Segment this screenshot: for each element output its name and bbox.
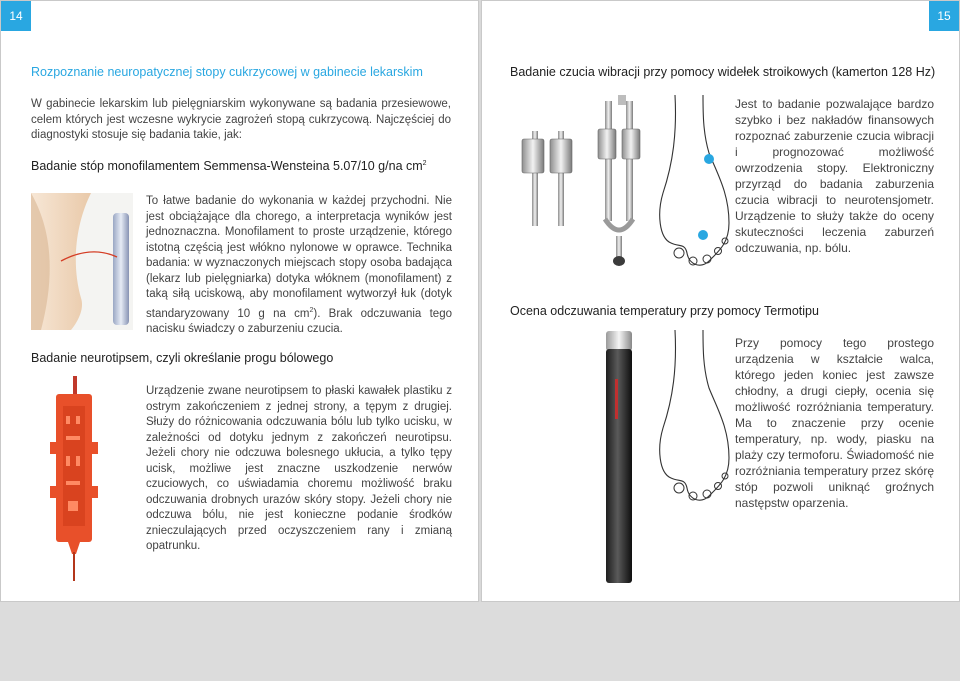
- tuning-fork-photo: [512, 91, 657, 271]
- temperature-text: Przy pomocy tego prostego urządzenia w kształcie walca, którego jeden koniec jest zawsze chłodny, a drugi ciepły, ocenia się możliwość rozróżniania temperatury. Ma to znaczenie przy ocenie temperatury, np. wody, piasku na plaży czy termoforu. Świadomość nie rozróżniania temperatury przez skórę stóp pozwoli uniknąć groźnych następstw oparzenia.: [735, 336, 934, 510]
- monofilament-heading-sup: 2: [422, 159, 427, 167]
- section-title: Rozpoznanie neuropatycznej stopy cukrzycowej w gabinecie lekarskim: [31, 65, 423, 79]
- neurotip-heading: Badanie neurotipsem, czyli określanie progu bólowego: [31, 351, 334, 365]
- monofilament-heading-text: Badanie stóp monofilamentem Semmensa-Wensteina 5.07/10 g/na cm: [31, 159, 423, 173]
- monofilament-photo: [31, 193, 133, 330]
- foot-diagram-temperature: [657, 328, 732, 508]
- monofilament-text: [146, 194, 452, 337]
- neurotip-text: Urządzenie zwane neurotipsem to płaski kawałek plastiku z ostrym zakończeniem z jednej strony, a tępym z drugiej. Służy do różnicowania odczuwania bólu lub tylko ucisku, w zależności od dotyku jednym z zakończeń neurotipsu. Jeżeli chory nie odczuwa bolesnego ukłucia, a tylko tępy ucisk, możliwe jest znaczne uszkodzenie nerwów czuciowych, co uświadamia choremu możliwość braku odczuwania drobnych urazów skóry stopy. Jeżeli chory nie odczuwa bólu, nie jest konieczne podanie środków znieczulających przed oczyszczeniem rany i zmianą opatrunku.: [146, 385, 452, 552]
- monofilament-text-sup: 2: [309, 306, 314, 314]
- background-strip: [0, 602, 960, 681]
- intro-paragraph: W gabinecie lekarskim lub pielęgniarskim wykonywane są badania przesiewowe, celem których jest wczesne wykrycie zagrożeń stopą cukrzycową. Najczęściej do diagnostyki stosuje się badania takie, jak:: [31, 98, 451, 141]
- left-page: [0, 0, 479, 602]
- foot-diagram-vibration: [657, 93, 732, 271]
- monofilament-text-main: To łatwe badanie do wykonania w każdej przychodni. Nie jest obciążające dla chorego, a interpretacja wyników jest jednoznaczna. Monofilament to proste urządzenie, którego istotną częścią jest włókno nylonowe w oprawce. Technika badania: w wyznaczonych miejscach stopy osoba badająca (lekarz lub pielęgniarka) dotyka włóknem (monofilament) z taką siłą uciskową, aby monofilament wytworzył łuk (dotyk standaryzowany 10 g na cm: [146, 195, 452, 320]
- page-number-left: 14: [1, 1, 31, 31]
- monofilament-heading: [31, 159, 471, 173]
- vibration-heading: Badanie czucia wibracji przy pomocy widełek stroikowych (kamerton 128 Hz): [510, 65, 936, 79]
- right-page: [481, 0, 960, 602]
- vibration-text: Jest to badanie pozwalające bardzo szybko i bez nakładów finansowych rozpoznać zaburzenie czucia wibracji i prognozować możliwość owrzodzenia stopy. Elektroniczny przyrząd do badania zaburzenia czucia wibracji to neurotensjometr. Urządzenie to służy także do oceny skuteczności leczenia zaburzeń odczuwania, np. bólu.: [735, 97, 934, 255]
- temperature-heading: Ocena odczuwania temperatury przy pomocy Termotipu: [510, 304, 819, 318]
- neurotip-photo: [46, 376, 106, 588]
- monofilament-text-end: ). Brak odczuwania tego nacisku świadczy o zaburzeniu czucia.: [146, 307, 452, 335]
- page-number-right: 15: [929, 1, 959, 31]
- termotip-photo: [602, 329, 636, 587]
